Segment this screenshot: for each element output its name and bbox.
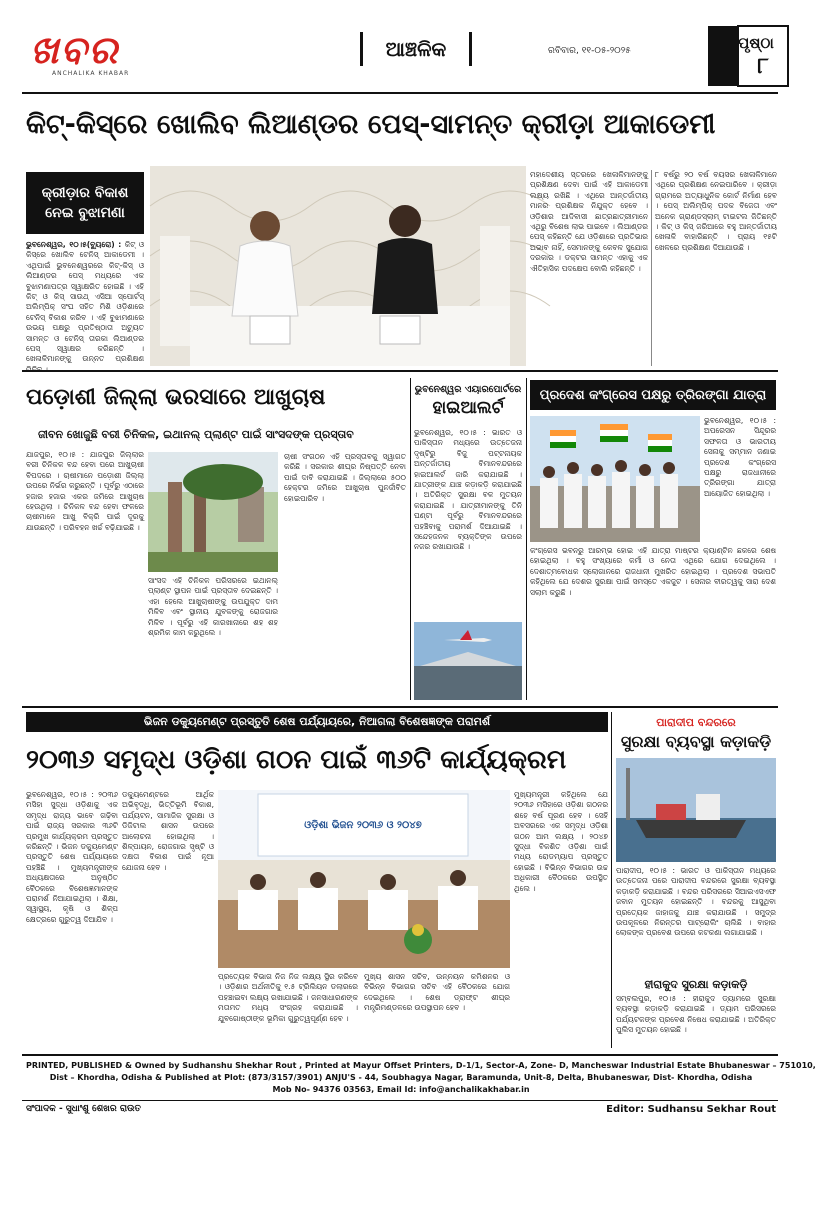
lead-photo-art bbox=[150, 166, 526, 366]
lead-col-2: ମହାଦେଶୀୟ ସ୍ତରରେ ଖେଳାଳିମାନଙ୍କୁ ପ୍ରଶିକ୍ଷଣ ଦେବା ପାଇଁ ଏହି ଆକାଡେମୀ ଲକ୍ଷ୍ୟ ରଖିଛି । ଏଥିରେ ଆନ୍ତର୍ଜାତୀୟ ମାନର ପ୍ରଶିକ୍ଷକ ନିଯୁକ୍ତ ହେବେ । ଓଡ଼ିଶାର ଆଦିବାସୀ ଛାତ୍ରଛାତ୍ରୀମାନେ ଏଥିରୁ ବିଶେଷ ଲାଭ ପାଇବେ । ଲିଆଣ୍ଡର ପେସ୍ କହିଛନ୍ତି ଯେ ଓଡ଼ିଶାରେ ପ୍ରତିଭାର ଅଭାବ ନାହିଁ, ସେମାନଙ୍କୁ କେବଳ ସୁଯୋଗ ଦରକାର । ଡକ୍ଟର ସାମନ୍ତ ଏହାକୁ ଏକ ଐତିହାସିକ ପଦକ୍ଷେପ ବୋଲି କହିଛନ୍ତି । bbox=[530, 170, 648, 273]
vision-photo bbox=[218, 790, 510, 968]
lead-col-3: ୮ ବର୍ଷରୁ ୨୦ ବର୍ଷ ବୟସର ଖେଳାଳିମାନେ ଏଥିରେ ପ୍ରଶିକ୍ଷଣ ନେଇପାରିବେ । କ୍ରୀଡ଼ା ଗ୍ରାମରେ ଅତ୍ୟାଧୁନିକ କୋର୍ଟ ନିର୍ମାଣ ହେବ । ପେସ୍ ଅଲିମ୍ପିକ୍ ପଦକ ବିଜେତା ଏବଂ ଅନେକ ଗ୍ରାଣ୍ଡସ୍ଲାମ୍ ଟାଇଟଲ ଜିତିଛନ୍ତି । କିଟ୍ ଓ କିସ୍ ଜରିଆରେ ବହୁ ଆନ୍ତର୍ଜାତୀୟ ଖେଳାଳି ବାହାରିଛନ୍ତି । ପ୍ରାୟ ୧୫ଟି ଖେଳରେ ପ୍ରଶିକ୍ଷଣ ଦିଆଯାଉଛି । bbox=[655, 170, 777, 252]
farm-subhead: ଜୀବନ ଖୋଜୁଛି ବରୀ ଚିନିକଳ, ଇଥାନଲ୍ ପ୍ଲାଣ୍ଟ ପାଇଁ ସାଂସଦଙ୍କ ପ୍ରସ୍ତାବ bbox=[38, 428, 354, 441]
port-subhead: ହୀରାକୁଦ ସୁରକ୍ଷା କଡ଼ାକଡ଼ି bbox=[644, 978, 748, 991]
lead-rule-bottom bbox=[22, 370, 778, 372]
port-text-2: ସମ୍ବଲପୁର, ୧୦।୫ : ହୀରାକୁଦ ଡ୍ୟାମରେ ସୁରକ୍ଷା ବ୍ୟବସ୍ଥା କଡ଼ାକଡ଼ି କରାଯାଇଛି । ଡ୍ୟାମ ପରିସରରେ ପର୍ଯ୍ୟଟକଙ୍କ ପ୍ରବେଶ ନିଷେଧ କରାଯାଇଛି । ଅତିରିକ୍ତ ପୁଲିସ ମୁତୟନ ହୋଇଛି । bbox=[616, 994, 776, 1035]
imprint-line-1: PRINTED, PUBLISHED & Owned by Sudhanshu Shekhar Rout , Printed at Mayur Offset Printers, D-1/1, Sector-A, Zone- D, Mancheswar Industrial Estate Bhubaneswar – 751010, bbox=[26, 1061, 816, 1070]
airport-headline-2[interactable]: ହାଇଆଲର୍ଟ bbox=[432, 398, 504, 418]
masthead-rule bbox=[22, 92, 778, 94]
congress-photo-art bbox=[530, 416, 700, 542]
imprint-line-2: Dist – Khordha, Odisha & Published at Plot: (873/3157/3901) ANJU'S - 44, Soubhagya Nagar, Baramunda, Unit-8, Delta, Bhubaneswar, Dist- Khordha, Odisha bbox=[49, 1073, 753, 1082]
vision-photo-art bbox=[218, 790, 510, 968]
section-title-text: ଆଞ୍ଚଳିକ bbox=[385, 37, 447, 61]
issue-date: ରବିବାର, ୧୧-୦୫-୨୦୨୫ bbox=[548, 46, 631, 56]
section-title bbox=[360, 32, 472, 66]
farm-airport-divider bbox=[410, 378, 411, 700]
port-photo bbox=[616, 758, 776, 862]
airport-photo-art bbox=[414, 622, 522, 700]
vision-col-4: ମୁଖ୍ୟମନ୍ତ୍ରୀ କହିଥିଲେ ଯେ ୨୦୩୬ ମସିହାରେ ଓଡ଼ିଶା ଗଠନର ଶହେ ବର୍ଷ ପୂରଣ ହେବ । ସେହି ଅବସରରେ ଏକ ସମୃଦ୍ଧ ଓଡ଼ିଶା ଗଠନ ଆମ ଲକ୍ଷ୍ୟ । ୨୦୪୭ ସୁଦ୍ଧା ବିକଶିତ ଓଡ଼ିଶା ପାଇଁ ମଧ୍ୟ ରୋଡମ୍ୟାପ ପ୍ରସ୍ତୁତ ହୋଇଛି । ବିଭିନ୍ନ ବିଭାଗର ଉଚ୍ଚ ଅଧିକାରୀ ବୈଠକରେ ଉପସ୍ଥିତ ଥିଲେ । bbox=[514, 790, 608, 893]
logo-subtext: ANCHALIKA KHABAR bbox=[52, 70, 130, 77]
farm-col-2: ସାଂସଦ ଏହି ଚିନିକଳ ପରିସରରେ ଇଥାନଲ୍ ପ୍ଲାଣ୍ଟ ସ୍ଥାପନ ପାଇଁ ପ୍ରସ୍ତାବ ଦେଇଛନ୍ତି । ଏହା ହେଲେ ଆଖୁଚାଷୀଙ୍କୁ ଉପଯୁକ୍ତ ଦାମ ମିଳିବ ଏବଂ ସ୍ଥାନୀୟ ଯୁବକଙ୍କୁ ରୋଜଗାର ମିଳିବ । ପୂର୍ବରୁ ଏହି କାରଖାନାରେ ଶହ ଶହ ଶ୍ରମିକ କାମ କରୁଥିଲେ । bbox=[148, 576, 278, 638]
lead-divider-1 bbox=[651, 170, 652, 366]
farm-col-1: ଯାଜପୁର, ୧୦।୫ : ଯାଜପୁର ଜିଲ୍ଲାର ବରୀ ଚିନିକଳ ବନ୍ଦ ହେବା ପରେ ଆଖୁଚାଷୀ ବିପଦରେ । ଚାଷୀମାନେ ପଡ଼ୋଶୀ ଜିଲ୍ଲା ଉପରେ ନିର୍ଭର କରୁଛନ୍ତି । ପୂର୍ବରୁ ଏଠାରେ ହଜାର ହଜାର ଏକର ଜମିରେ ଆଖୁଚାଷ ହେଉଥିଲା । ଚିନିକଳ ବନ୍ଦ ହେବା ଫଳରେ ଚାଷୀମାନେ ଆଖୁ ବିକ୍ରି ପାଇଁ ଦୂରକୁ ଯାଉଛନ୍ତି । ପରିବହନ ଖର୍ଚ୍ଚ ବଢ଼ିଯାଇଛି । bbox=[26, 450, 144, 532]
congress-headline[interactable]: ପ୍ରଦେଶ କଂଗ୍ରେସ ପକ୍ଷରୁ ତ୍ରିରଙ୍ଗା ଯାତ୍ରା bbox=[530, 380, 776, 410]
vision-port-divider bbox=[611, 712, 612, 1048]
masthead bbox=[0, 0, 800, 88]
airport-headline-1[interactable]: ଭୁବନେଶ୍ୱର ଏୟାରପୋର୍ଟରେ bbox=[414, 384, 522, 395]
lead-photo bbox=[150, 166, 526, 366]
logo-text: ଖବର bbox=[30, 28, 120, 72]
port-headline[interactable]: ସୁରକ୍ଷା ବ୍ୟବସ୍ଥା କଡ଼ାକଡ଼ି bbox=[620, 732, 772, 751]
lead-col-1-text: କିଟ୍ ଓ କିସ୍‌ରେ ଖୋଲିବ ଟେନିସ୍ ଆକାଡେମୀ । ଏଥିପାଇଁ ଭୁବନେଶ୍ୱରରେ କିଟ୍-କିସ୍ ଓ ଲିଆଣ୍ଡର ପେସ୍ ମଧ୍ୟରେ ଏକ ବୁଝାମଣାପତ୍ର ସ୍ୱାକ୍ଷରିତ ହୋଇଛି । ଏହି କିଟ୍ ଓ କିସ୍ ସାଉଥ୍ ଏସିଆ ସ୍ପୋର୍ଟସ୍ ଅଲିମ୍ପିକ୍ ସଂଘ ସହିତ ମିଶି ଓଡ଼ିଶାରେ ଟେନିସ୍ ବିକାଶ କରିବ । ଏହି ବୁଝାମଣାରେ ଉଭୟ ପକ୍ଷରୁ ପ୍ରତିଷ୍ଠାତା ଅଚ୍ୟୁତ ସାମନ୍ତ ଓ ଟେନିସ୍ ତାରକା ଲିଆଣ୍ଡର ପେସ୍ ସ୍ୱାକ୍ଷର କରିଛନ୍ତି । ଖେଳାଳିମାନଙ୍କୁ ଉନ୍ନତ ପ୍ରଶିକ୍ଷଣ bbox=[26, 240, 145, 364]
mid-rule bbox=[22, 706, 778, 708]
lead-box-title: କ୍ରୀଡ଼ାର ବିକାଶ ନେଇ ବୁଝାମଣା bbox=[26, 172, 144, 234]
port-photo-art bbox=[616, 758, 776, 862]
farm-photo bbox=[148, 452, 278, 572]
imprint-line-3: Mob No- 94376 03563, Email Id: info@anchalikakhabar.in bbox=[272, 1085, 530, 1094]
port-text-1: ପାରାଦୀପ, ୧୦।୫ : ଭାରତ ଓ ପାକିସ୍ତାନ ମଧ୍ୟରେ ଉତ୍ତେଜନା ପରେ ପାରାଦୀପ ବନ୍ଦରରେ ସୁରକ୍ଷା ବ୍ୟବସ୍ଥା କଡ଼ାକଡ଼ି କରାଯାଇଛି । ବନ୍ଦର ପରିସରରେ ସିଆଇଏସଏଫ ଜବାନ ମୁତୟନ ହୋଇଛନ୍ତି । ବନ୍ଦରକୁ ଆସୁଥିବା ପ୍ରତ୍ୟେକ ଜାହାଜକୁ ଯାଞ୍ଚ କରାଯାଉଛି । ସମୁଦ୍ର ଉପକୂଳରେ ନିରନ୍ତର ପାଟ୍ରୋଲିଂ ଚାଲିଛି । ବାହାର ଲୋକଙ୍କ ପ୍ରବେଶ ଉପରେ କଟକଣା ଲଗାଯାଇଛି । bbox=[616, 866, 776, 938]
farm-headline[interactable]: ପଡ଼ୋଶୀ ଜିଲ୍ଲା ଭରସାରେ ଆଖୁଚାଷ bbox=[26, 385, 326, 410]
footer-rule bbox=[22, 1054, 778, 1056]
vision-col-1: ଭୁବନେଶ୍ୱର, ୧୦।୫ : ୨୦୩୬ ମସିହା ସୁଦ୍ଧା ଓଡ଼ିଶାକୁ ଏକ ସମୃଦ୍ଧ ରାଜ୍ୟ ଭାବେ ଗଢ଼ିବା ପାଇଁ ରାଜ୍ୟ ସରକାର ୩୬ଟି ପ୍ରମୁଖ କାର୍ଯ୍ୟକ୍ରମ ପ୍ରସ୍ତୁତ କରିଛନ୍ତି । ଭିଜନ ଡକ୍ୟୁମେଣ୍ଟ ପ୍ରସ୍ତୁତି ଶେଷ ପର୍ଯ୍ୟାୟରେ ପହଞ୍ଚିଛି । ମୁଖ୍ୟମନ୍ତ୍ରୀଙ୍କ ଅଧ୍ୟକ୍ଷତାରେ ଅନୁଷ୍ଠିତ ବୈଠକରେ ବିଶେଷଜ୍ଞମାନଙ୍କ ପରାମର୍ଶ ନିଆଯାଇଥିଲା । ଶିକ୍ଷା, ସ୍ୱାସ୍ଥ୍ୟ, କୃଷି ଓ ଶିଳ୍ପ କ୍ଷେତ୍ରରେ ଗୁରୁତ୍ୱ ଦିଆଯିବ । bbox=[26, 790, 118, 924]
farm-col-3: ଚାଷୀ ସଂଗଠନ ଏହି ପ୍ରସ୍ତାବକୁ ସ୍ୱାଗତ କରିଛି । ସରକାର ଶୀଘ୍ର ନିଷ୍ପତ୍ତି ନେବା ପାଇଁ ଦାବି କରାଯାଇଛି । ଜିଲ୍ଲାରେ ୫୦୦ ହେକ୍ଟର ଜମିରେ ଆଖୁଚାଷ ପୁନର୍ଜୀବିତ ହୋଇପାରିବ । bbox=[284, 452, 406, 503]
vision-col-2: ଡକ୍ୟୁମେଣ୍ଟରେ ଆର୍ଥିକ ଅଭିବୃଦ୍ଧି, ଭିତ୍ତିଭୂମି ବିକାଶ, ପର୍ଯ୍ୟଟନ, ସାମାଜିକ ସୁରକ୍ଷା ଓ ଡିଜିଟାଲ ଶାସନ ଉପରେ ଆଲୋଚନା ହୋଇଥିଲା । ଶିଳ୍ପାୟନ, ରୋଜଗାର ସୃଷ୍ଟି ଓ ଦକ୍ଷତା ବିକାଶ ପାଇଁ ନୂଆ ଯୋଜନା ହେବ । bbox=[122, 790, 214, 872]
airport-congress-divider bbox=[526, 378, 527, 700]
page-label: ପୃଷ୍ଠା bbox=[738, 34, 774, 52]
vision-headline[interactable]: ୨୦୩୬ ସମୃଦ୍ଧ ଓଡ଼ିଶା ଗଠନ ପାଇଁ ୩୬ଟି କାର୍ଯ୍ୟକ୍ରମ bbox=[26, 745, 567, 775]
logo[interactable] bbox=[24, 28, 172, 80]
editor-name: Editor: Sudhansu Sekhar Rout bbox=[606, 1104, 776, 1115]
congress-text: କଂଗ୍ରେସ ଭବନରୁ ଆରମ୍ଭ ହୋଇ ଏହି ଯାତ୍ରା ମାଷ୍ଟର କ୍ୟାଣ୍ଟିନ ଛକରେ ଶେଷ ହୋଇଥିଲା । ବହୁ ସଂଖ୍ୟାରେ କର୍ମୀ ଓ ନେତା ଏଥିରେ ଯୋଗ ଦେଇଥିଲେ । ଦେଶାତ୍ମବୋଧକ ସ୍ଲୋଗାନରେ ରାଜଧାନୀ ମୁଖରିତ ହୋଇଥିଲା । ପ୍ରଦେଶ ସଭାପତି କହିଥିଲେ ଯେ ଦେଶର ସୁରକ୍ଷା ପାଇଁ ସମସ୍ତେ ଏକଜୁଟ । ସେନାର ବୀରତ୍ୱକୁ ସାରା ଦେଶ ସଲାମ କରୁଛି । bbox=[530, 546, 776, 597]
editor-odia: ସଂପାଦକ - ସୁଧାଂଶୁ ଶେଖର ରାଉତ bbox=[26, 1104, 141, 1114]
farm-photo-art bbox=[148, 452, 278, 572]
footer-rule-2 bbox=[22, 1100, 778, 1101]
congress-photo bbox=[530, 416, 700, 542]
vision-col-3: ପ୍ରତ୍ୟେକ ବିଭାଗ ନିଜ ନିଜ ଲକ୍ଷ୍ୟ ସ୍ଥିର କରିବେ । ଓଡ଼ିଶାର ଅର୍ଥନୀତିକୁ ୧.୫ ଟ୍ରିଲିୟନ ଡଲାରରେ ପହଞ୍ଚାଇବା ଲକ୍ଷ୍ୟ ରଖାଯାଇଛି । ଜନସାଧାରଣଙ୍କ ମତାମତ ମଧ୍ୟ ସଂଗ୍ରହ କରାଯାଇଛି । ଯୁବଗୋଷ୍ଠୀଙ୍କ ଭୂମିକା ଗୁରୁତ୍ୱପୂର୍ଣ୍ଣ ହେବ । bbox=[218, 972, 358, 1023]
vision-banner: ଭିଜନ ଡକ୍ୟୁମେଣ୍ଟ ପ୍ରସ୍ତୁତି ଶେଷ ପର୍ଯ୍ୟାୟରେ, ନିଆଗଲା ବିଶେଷଜ୍ଞଙ୍କ ପରାମର୍ଶ bbox=[26, 712, 608, 732]
lead-col-1 bbox=[26, 240, 144, 364]
lead-dateline: ଭୁବନେଶ୍ୱର, ୧୦।୫(ବ୍ୟୁରୋ) : bbox=[26, 240, 122, 249]
footer-imprint bbox=[26, 1060, 816, 1096]
airport-photo bbox=[414, 622, 522, 700]
page-number-badge bbox=[708, 26, 788, 86]
lead-headline[interactable]: କିଟ୍-କିସ୍‌ରେ ଖୋଲିବ ଲିଆଣ୍ଡର ପେସ୍-ସାମନ୍ତ କ୍ରୀଡ଼ା ଆକାଡେମୀ bbox=[26, 109, 716, 140]
vision-poster-title: ଓଡ଼ିଶା ଭିଜନ ୨୦୩୬ ଓ ୨୦୪୭ bbox=[304, 820, 422, 831]
page-number: ୮ bbox=[757, 54, 769, 79]
congress-side-text: ଭୁବନେଶ୍ୱର, ୧୦।୫ : ଅପରେସନ ସିନ୍ଦୂରର ସଫଳତା ଓ ଭାରତୀୟ ସେନାକୁ ସମ୍ମାନ ଜଣାଇ ପ୍ରଦେଶ କଂଗ୍ରେସ ପକ୍ଷରୁ ରାଜଧାନୀରେ ତ୍ରିରଙ୍ଗା ଯାତ୍ରା ଆୟୋଜିତ ହୋଇଥିଲା । bbox=[704, 416, 776, 498]
vision-bottom: ମୁଖ୍ୟ ଶାସନ ସଚିବ, ଉନ୍ନୟନ କମିଶନର ଓ ବିଭିନ୍ନ ବିଭାଗର ସଚିବ ଏହି ବୈଠକରେ ଯୋଗ ଦେଇଥିଲେ । ଶେଷ ଡ୍ରାଫ୍ଟ ଶୀଘ୍ର ମନ୍ତ୍ରିମଣ୍ଡଳରେ ଉପସ୍ଥାପନ ହେବ । bbox=[364, 972, 510, 1013]
airport-text: ଭୁବନେଶ୍ୱର, ୧୦।୫ : ଭାରତ ଓ ପାକିସ୍ତାନ ମଧ୍ୟରେ ଉତ୍ତେଜନା ଦୃଷ୍ଟିରୁ ବିଜୁ ପଟ୍ଟନାୟକ ଅନ୍ତର୍ଜାତୀୟ ବିମାନବନ୍ଦରରେ ହାଇଆଲର୍ଟ ଜାରି କରାଯାଇଛି । ଯାତ୍ରୀଙ୍କ ଯାଞ୍ଚ କଡ଼ାକଡ଼ି କରାଯାଇଛି । ଅତିରିକ୍ତ ସୁରକ୍ଷା ବଳ ମୁତୟନ କରାଯାଇଛି । ଯାତ୍ରୀମାନଙ୍କୁ ତିନି ଘଣ୍ଟା ପୂର୍ବରୁ ବିମାନବନ୍ଦରରେ ପହଞ୍ଚିବାକୁ ପରାମର୍ଶ ଦିଆଯାଇଛି । ସନ୍ଦେହଜନକ ବ୍ୟକ୍ତିଙ୍କ ଉପରେ ନଜର ରଖାଯାଉଛି । bbox=[414, 428, 522, 552]
port-kicker: ପାରାଦୀପ ବନ୍ଦରରେ bbox=[656, 716, 736, 729]
